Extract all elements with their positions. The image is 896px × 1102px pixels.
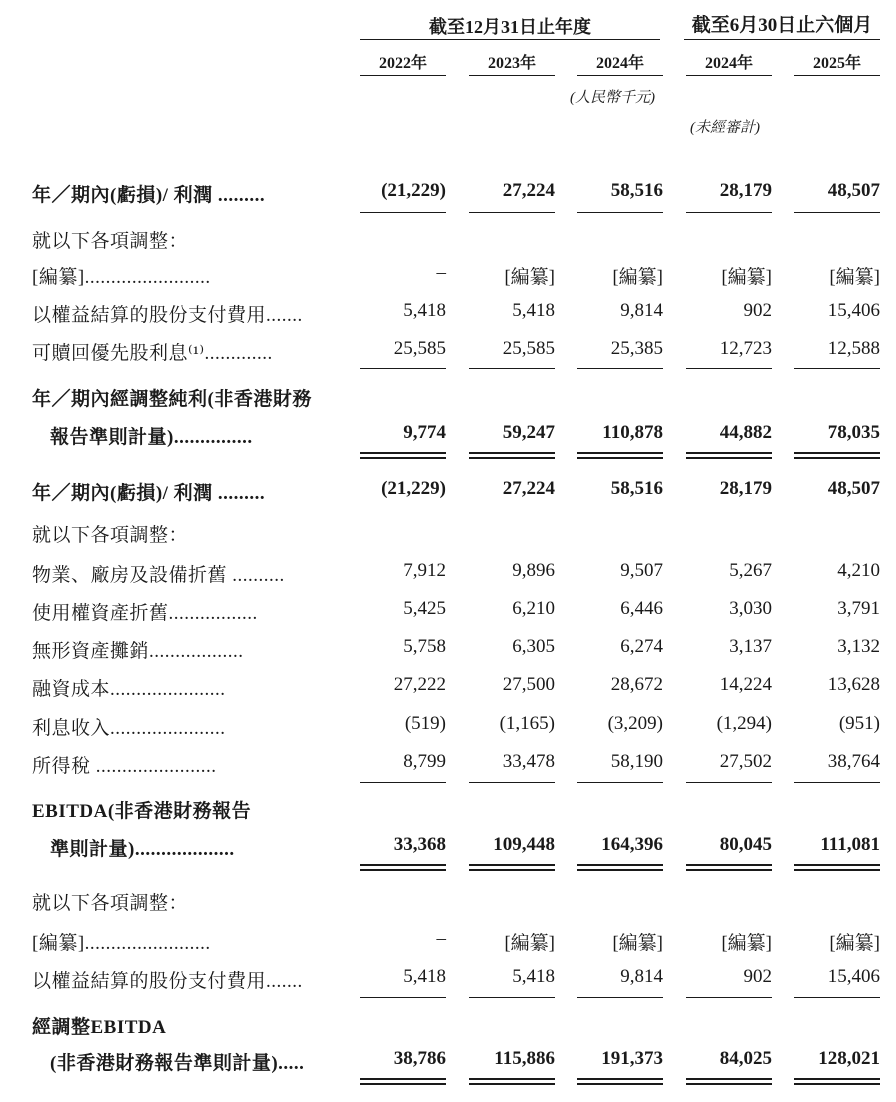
double-underline-rule (469, 1078, 555, 1085)
row-label: 可贖回優先股利息⁽¹⁾............. (32, 343, 273, 364)
value-cell: 27,500 (502, 674, 555, 695)
value-cell: 58,516 (610, 478, 663, 499)
subtotal-rule (469, 212, 555, 213)
value-cell: 9,774 (403, 422, 446, 443)
value-cell: 14,224 (719, 674, 772, 695)
double-underline-rule (577, 864, 663, 871)
row-label: 就以下各項調整： (32, 893, 189, 914)
value-cell: 4,210 (837, 560, 880, 581)
row-label: (非香港財務報告準則計量)..... (50, 1053, 305, 1074)
value-cell: 115,886 (494, 1048, 555, 1069)
subtotal-rule (469, 997, 555, 998)
value-cell: 111,081 (820, 834, 880, 855)
subtotal-rule (577, 782, 663, 783)
subtotal-rule (360, 368, 446, 369)
value-cell: 12,723 (719, 338, 772, 359)
value-cell: 58,190 (610, 751, 663, 772)
value-cell: 5,418 (512, 300, 555, 321)
value-cell: 164,396 (601, 834, 663, 855)
value-cell: 9,814 (620, 966, 663, 987)
subtotal-rule (794, 782, 880, 783)
value-cell: 59,247 (502, 422, 555, 443)
value-cell: 3,030 (729, 598, 772, 619)
row-label: 以權益結算的股份支付費用....... (32, 971, 303, 992)
currency-note: (人民幣千元) (570, 90, 655, 106)
double-underline-rule (360, 1078, 446, 1085)
value-cell: [編纂] (721, 267, 772, 288)
subtotal-rule (360, 212, 446, 213)
double-underline-rule (794, 452, 880, 459)
row-label: 無形資產攤銷.................. (32, 641, 244, 662)
row-label: 融資成本...................... (32, 679, 226, 700)
value-cell: 7,912 (403, 560, 446, 581)
value-cell: 902 (743, 300, 772, 321)
value-cell: 5,267 (729, 560, 772, 581)
value-cell: 5,418 (403, 300, 446, 321)
row-label: 物業、廠房及設備折舊 .......... (32, 565, 285, 586)
value-cell: 902 (743, 966, 772, 987)
double-underline-rule (794, 1078, 880, 1085)
value-cell: – (436, 262, 446, 283)
value-cell: 3,791 (837, 598, 880, 619)
double-underline-rule (360, 452, 446, 459)
value-cell: [編纂] (829, 267, 880, 288)
subtotal-rule (360, 997, 446, 998)
value-cell: 9,507 (620, 560, 663, 581)
value-cell: 110,878 (602, 422, 663, 443)
value-cell: [編纂] (612, 267, 663, 288)
row-label: [編纂]........................ (32, 933, 211, 954)
double-underline-rule (360, 864, 446, 871)
double-underline-rule (686, 1078, 772, 1085)
value-cell: [編纂] (829, 933, 880, 954)
value-cell: 6,210 (512, 598, 555, 619)
value-cell: 28,179 (719, 478, 772, 499)
value-cell: 109,448 (493, 834, 555, 855)
value-cell: – (436, 928, 446, 949)
subtotal-rule (360, 782, 446, 783)
value-cell: 48,507 (827, 180, 880, 201)
double-underline-rule (577, 452, 663, 459)
value-cell: 58,516 (610, 180, 663, 201)
value-cell: 12,588 (827, 338, 880, 359)
value-cell: [編纂] (504, 933, 555, 954)
value-cell: 78,035 (827, 422, 880, 443)
value-cell: 15,406 (827, 966, 880, 987)
value-cell: 44,882 (719, 422, 772, 443)
subtotal-rule (794, 997, 880, 998)
row-label: 報告準則計量)............... (50, 427, 253, 448)
value-cell: 27,224 (502, 180, 555, 201)
value-cell: 84,025 (719, 1048, 772, 1069)
value-cell: 3,132 (837, 636, 880, 657)
value-cell: 27,222 (393, 674, 446, 695)
value-cell: 15,406 (827, 300, 880, 321)
value-cell: 3,137 (729, 636, 772, 657)
value-cell: 9,896 (512, 560, 555, 581)
row-label: EBITDA(非香港財務報告 (32, 801, 252, 822)
value-cell: 191,373 (601, 1048, 663, 1069)
value-cell: (951) (838, 713, 880, 734)
value-cell: 48,507 (827, 478, 880, 499)
row-label: 年／期內(虧損)/ 利潤 ......... (32, 185, 266, 206)
value-cell: 5,425 (403, 598, 446, 619)
row-label: 以權益結算的股份支付費用....... (32, 305, 303, 326)
value-cell: 27,502 (719, 751, 772, 772)
annual-header-rule (360, 39, 660, 40)
value-cell: 33,368 (393, 834, 446, 855)
double-underline-rule (686, 452, 772, 459)
subtotal-rule (686, 212, 772, 213)
value-cell: 6,305 (512, 636, 555, 657)
double-underline-rule (577, 1078, 663, 1085)
interim-header-rule (684, 39, 880, 40)
year-header-2023: 2023年 (487, 55, 536, 72)
value-cell: 5,418 (403, 966, 446, 987)
subtotal-rule (469, 782, 555, 783)
value-cell: (21,229) (381, 478, 446, 499)
year-header-2022: 2022年 (378, 55, 427, 72)
value-cell: 38,786 (393, 1048, 446, 1069)
year-header-2025-interim: 2025年 (812, 55, 861, 72)
row-label: [編纂]........................ (32, 267, 211, 288)
year-header-2024-interim: 2024年 (704, 55, 753, 72)
row-label: 使用權資產折舊................. (32, 603, 258, 624)
subtotal-rule (794, 212, 880, 213)
subtotal-rule (469, 368, 555, 369)
value-cell: 5,758 (403, 636, 446, 657)
unaudited-note: (未經審計) (690, 120, 760, 136)
double-underline-rule (469, 864, 555, 871)
value-cell: 5,418 (512, 966, 555, 987)
row-label: 準則計量)................... (50, 839, 235, 860)
annual-period-header: 截至12月31日止年度 (429, 17, 591, 37)
value-cell: 25,585 (393, 338, 446, 359)
double-underline-rule (469, 452, 555, 459)
value-cell: 33,478 (502, 751, 555, 772)
value-cell: (519) (404, 713, 446, 734)
interim-period-header: 截至6月30日止六個月 (691, 15, 873, 36)
value-cell: 38,764 (827, 751, 880, 772)
value-cell: 8,799 (403, 751, 446, 772)
subtotal-rule (686, 782, 772, 783)
row-label: 所得稅 ....................... (32, 756, 217, 777)
value-cell: [編纂] (504, 267, 555, 288)
value-cell: 25,385 (610, 338, 663, 359)
row-label: 利息收入...................... (32, 718, 226, 739)
year-rule-2025-interim (794, 75, 880, 76)
subtotal-rule (686, 368, 772, 369)
value-cell: 25,585 (502, 338, 555, 359)
year-rule-2023 (469, 75, 555, 76)
row-label: 就以下各項調整： (32, 231, 189, 252)
subtotal-rule (577, 212, 663, 213)
year-header-2024: 2024年 (595, 55, 644, 72)
row-label: 年／期內(虧損)/ 利潤 ......... (32, 483, 266, 504)
row-label: 經調整EBITDA (32, 1017, 167, 1038)
row-label: 年／期內經調整純利(非香港財務 (32, 389, 312, 410)
value-cell: 13,628 (827, 674, 880, 695)
value-cell: [編纂] (612, 933, 663, 954)
double-underline-rule (686, 864, 772, 871)
double-underline-rule (794, 864, 880, 871)
value-cell: (3,209) (607, 713, 663, 734)
year-rule-2024 (577, 75, 663, 76)
value-cell: 6,274 (620, 636, 663, 657)
year-rule-2024-interim (686, 75, 772, 76)
value-cell: (21,229) (381, 180, 446, 201)
year-rule-2022 (360, 75, 446, 76)
value-cell: [編纂] (721, 933, 772, 954)
value-cell: 28,672 (610, 674, 663, 695)
value-cell: (1,294) (716, 713, 772, 734)
subtotal-rule (577, 997, 663, 998)
subtotal-rule (794, 368, 880, 369)
value-cell: (1,165) (499, 713, 555, 734)
value-cell: 6,446 (620, 598, 663, 619)
value-cell: 9,814 (620, 300, 663, 321)
row-label: 就以下各項調整： (32, 525, 189, 546)
subtotal-rule (577, 368, 663, 369)
value-cell: 27,224 (502, 478, 555, 499)
value-cell: 80,045 (719, 834, 772, 855)
subtotal-rule (686, 997, 772, 998)
value-cell: 128,021 (818, 1048, 880, 1069)
value-cell: 28,179 (719, 180, 772, 201)
